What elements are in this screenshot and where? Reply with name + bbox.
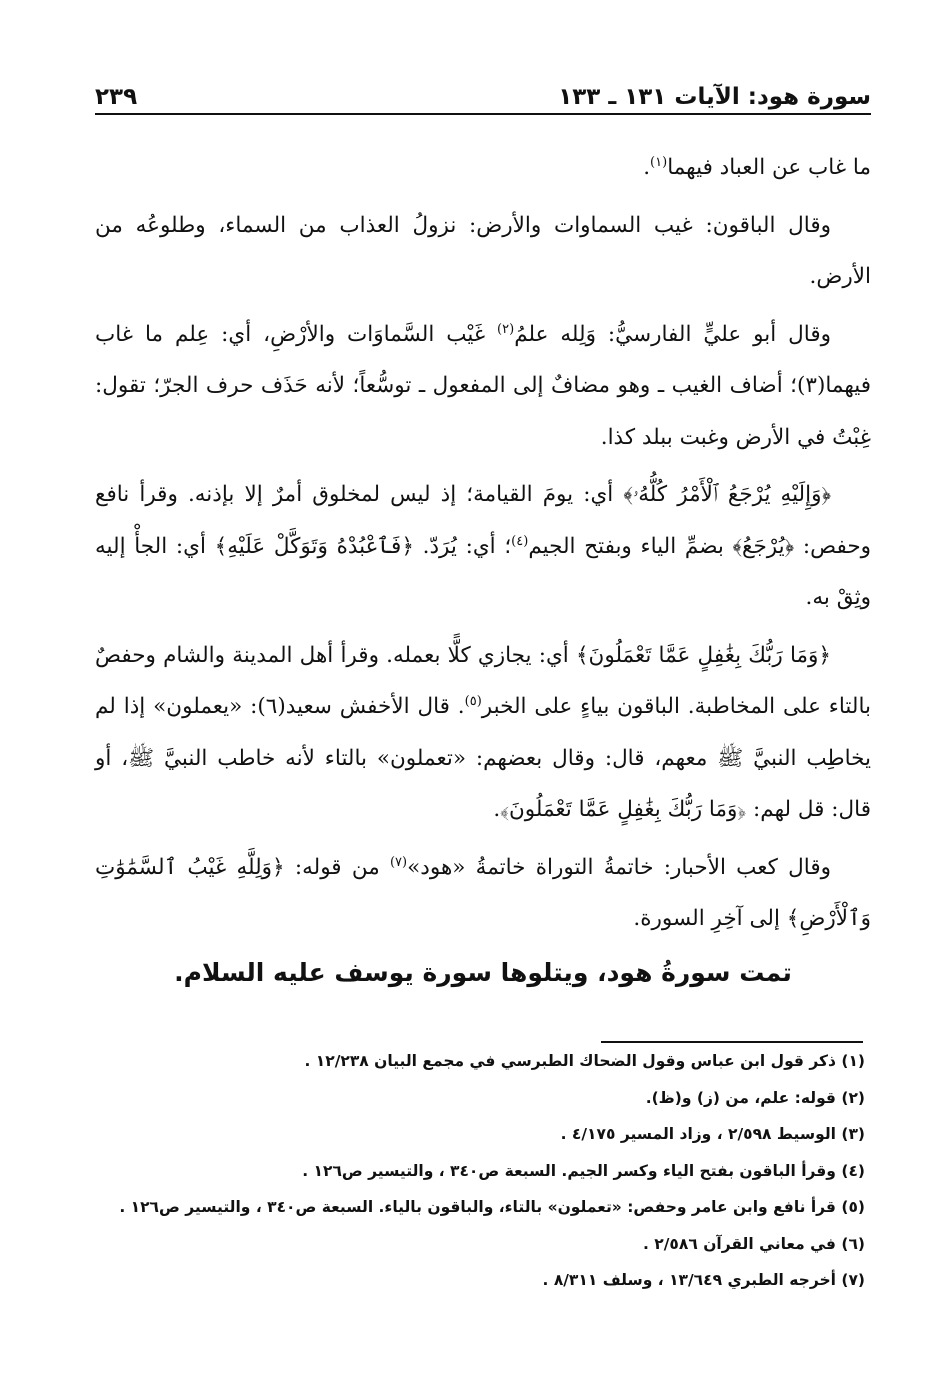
paragraph: ﴿وَمَا رَبُّكَ بِغَٰفِلٍ عَمَّا تَعْمَلُونَ﴾ أي: يجازي كلًّا بعمله. وقرأ أهل المدينة والشام وحفصٌ بالتاء على المخاطبة. الباقون بياءٍ على الخبر$^{(٥)}$. قال الأخفش سعيد(٦): «يعملون» إذا لم يخاطِب النبيَّ ﷺ معهم، قال: وقال بعضهم: «تعملون» بالتاء لأنه خاطب النبيَّ ﷺ، أو قال: قل لهم: ﴿وَمَا رَبُّكَ بِغَٰفِلٍ عَمَّا تَعْمَلُونَ﴾.	[95, 642, 872, 822]
paragraph: وقال الباقون: غيب السماوات والأرض: نزولُ العذاب من السماء، وطلوعُه من الأرض.	[95, 212, 871, 289]
footnote: (٣) الوسيط ٢/٥٩٨ ، وزاد المسير ٤/١٧٥ .	[560, 1125, 865, 1143]
paragraph: ما غاب عن العباد فيهما$^{(١)}$.	[643, 154, 871, 180]
footnote: (١) ذكر قول ابن عباس وقول الضحاك الطبرسي في مجمع البيان ١٢/٢٣٨ .	[304, 1052, 865, 1070]
footnote: (٤) وقرأ الباقون بفتح الياء وكسر الجيم. السبعة ص٣٤٠ ، والتيسير ص١٢٦ .	[302, 1161, 865, 1180]
closing-line: تمت سورةُ هود، ويتلوها سورة يوسف عليه السلام.	[174, 958, 792, 987]
footnotes	[95, 1043, 865, 1299]
main-text	[95, 142, 871, 951]
page-number: ٢٣٩	[95, 84, 138, 110]
footnote: (٦) في معاني القرآن ٢/٥٨٦ .	[642, 1234, 865, 1253]
footnote: (٢) قوله: علم، من (ز) و(ظ).	[645, 1088, 865, 1107]
paragraph: ﴿وَإِلَيْهِ يُرْجَعُ ٱلْأَمْرُ كُلُّهُۥ﴾ أي: يومَ القيامة؛ إذ ليس لمخلوق أمرٌ إلا بإذنه. وقرأ نافع وحفص: ﴿يُرْجَعُ﴾ بضمِّ الياء وبفتح الجيم$^{(٤)}$؛ أي: يُرَدّ. ﴿فَٱعْبُدْهُ وَتَوَكَّلْ عَلَيْهِ﴾ أي: الجأْ إليه وثِقْ به.	[95, 482, 871, 610]
footnote-ref: (٢)	[497, 321, 515, 337]
footnote-ref: (٥)	[464, 693, 482, 709]
header-rule	[95, 113, 871, 115]
paragraph: وقال كعب الأحبار: خاتمةُ التوراة خاتمةُ «هود»$^{(٧)}$ من قوله: ﴿وَلِلَّهِ غَيْبُ ٱلسَّمَٰوَٰتِ وَٱلْأَرْضِ﴾ إلى آخِرِ السورة.	[95, 854, 871, 931]
footnote: (٥) قرأ نافع وابن عامر وحفص: «تعملون» بالتاء، والباقون بالياء. السبعة ص٣٤٠ ، والتيسير ص١٢٦ .	[119, 1198, 865, 1216]
footnote-ref: (٤)	[511, 533, 529, 549]
running-title: سورة هود: الآيات ١٣١ ـ ١٣٣	[558, 84, 871, 110]
footnote-ref: (١)	[650, 154, 668, 170]
page-header	[95, 72, 871, 110]
paragraph: وقال أبو عليٍّ الفارسيُّ: وَلِله علمُ$^{(٢)}$ غَيْب السَّماوَات والأرْضِ، أي: عِلم ما غاب فيهما(٣)؛ أضاف الغيب ـ وهو مضافٌ إلى المفعول ـ توسُّعاً؛ لأنه حَذَف حرف الجرّ؛ تقول: غِبْتُ في الأرض وغبت ببلد كذا.	[95, 321, 871, 450]
footnote-ref: (٧)	[389, 854, 408, 870]
footnote: (٧) أخرجه الطبري ١٣/٦٤٩ ، وسلف ٨/٣١١ .	[542, 1271, 865, 1289]
